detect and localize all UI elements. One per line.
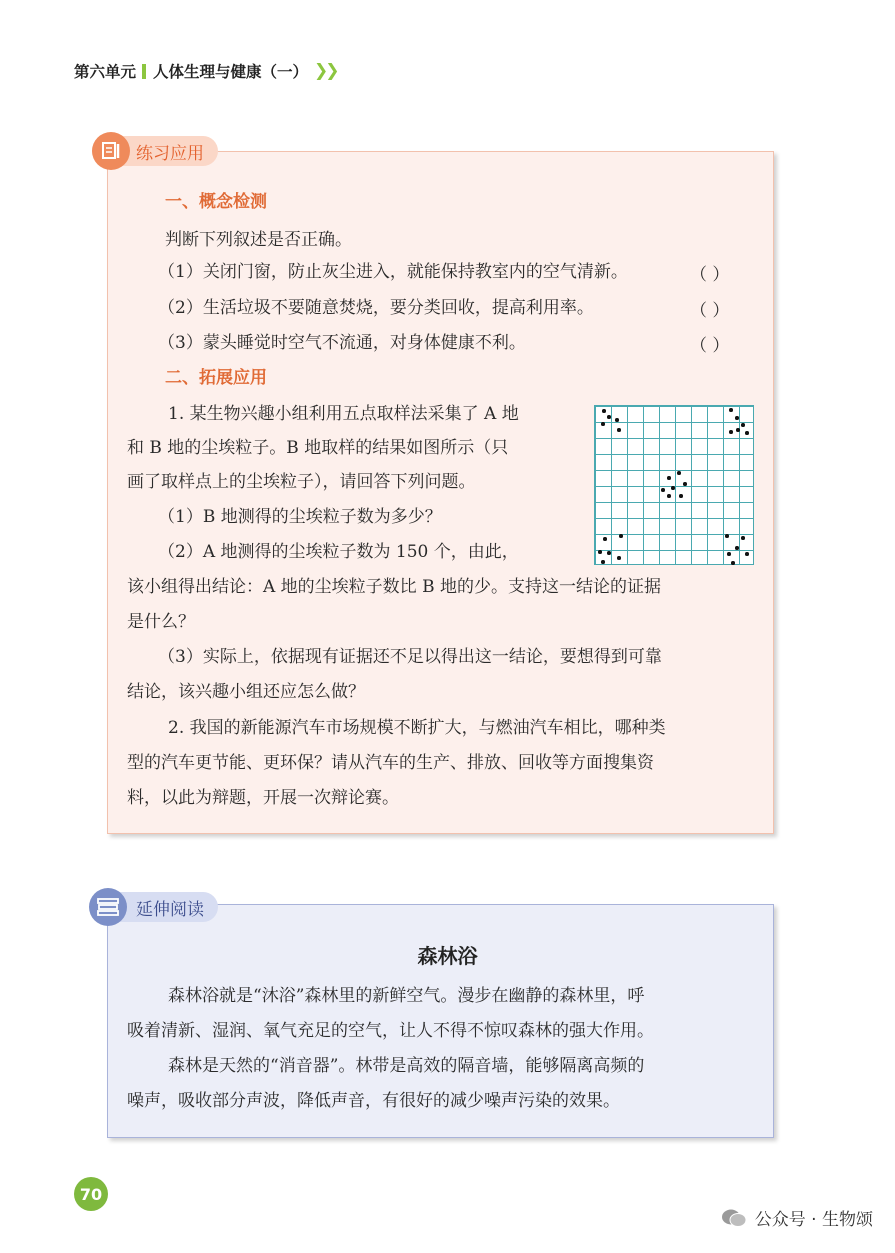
q1-line: 结论，该兴趣小组还应怎么做？: [127, 682, 365, 702]
dust-particle-dot: [598, 550, 602, 554]
dust-particle-dot: [661, 488, 665, 492]
dust-particle-dot: [735, 546, 739, 550]
dust-particle-dot: [741, 536, 745, 540]
section-concept-check: 一、概念检测: [165, 192, 267, 212]
dust-particle-dot: [731, 561, 735, 565]
dust-particle-dot: [683, 482, 687, 486]
q1-line: 是什么？: [127, 612, 195, 632]
dust-particle-dot: [671, 486, 675, 490]
dust-particle-dot: [735, 416, 739, 420]
answer-blank-2[interactable]: （ ）: [690, 301, 730, 321]
dust-particle-dot: [601, 422, 605, 426]
q2-line: 料，以此为辩题，开展一次辩论赛。: [127, 788, 399, 808]
unit-label: 第六单元: [74, 63, 137, 81]
wechat-icon: [721, 1208, 747, 1228]
q1-line: 画了取样点上的尘埃粒子），请回答下列问题。: [127, 472, 476, 492]
dust-particle-dot: [617, 556, 621, 560]
judge-item-3: （3）蒙头睡觉时空气不流通，对身体健康不利。: [158, 333, 526, 353]
q1-sub-3: （3）实际上，依据现有证据还不足以得出这一结论，要想得到可靠: [158, 647, 662, 667]
judge-item-1: （1）关闭门窗，防止灰尘进入，就能保持教室内的空气清新。: [158, 262, 628, 282]
page-number: 70: [74, 1177, 108, 1211]
unit-header: [74, 58, 337, 84]
dust-particle-dot: [729, 408, 733, 412]
watermark-text: 公众号 · 生物颂: [754, 1210, 873, 1230]
q1-line: 该小组得出结论：A 地的尘埃粒子数比 B 地的少。支持这一结论的证据: [127, 577, 661, 597]
dust-particle-dot: [603, 537, 607, 541]
dust-particle-dot: [607, 551, 611, 555]
q2-line: 2. 我国的新能源汽车市场规模不断扩大，与燃油汽车相比，哪种类: [168, 718, 666, 738]
q1-line: 1. 某生物兴趣小组利用五点取样法采集了 A 地: [168, 404, 519, 424]
header-divider: [142, 64, 146, 79]
dust-particle-dot: [615, 418, 619, 422]
dust-particle-dot: [729, 430, 733, 434]
dust-particle-dot: [745, 431, 749, 435]
reading-line: 吸着清新、湿润、氧气充足的空气，让人不得不惊叹森林的强大作用。: [127, 1021, 654, 1041]
q1-line: 和 B 地的尘埃粒子。B 地取样的结果如图所示（只: [127, 438, 509, 458]
reading-line: 噪声，吸收部分声波，降低声音，有很好的减少噪声污染的效果。: [127, 1091, 620, 1111]
dust-particle-dot: [741, 423, 745, 427]
dust-particle-dot: [727, 552, 731, 556]
pencil-note-icon: [92, 132, 130, 170]
unit-title: 人体生理与健康（一）: [153, 63, 309, 81]
chevron-right-icon: ❯❯: [314, 61, 337, 81]
dust-particle-dot: [667, 494, 671, 498]
q1-sub-1: （1）B 地测得的尘埃粒子数为多少？: [158, 507, 442, 527]
dust-particle-dot: [601, 560, 605, 564]
instruction-text: 判断下列叙述是否正确。: [165, 230, 352, 250]
reading-line: 森林浴就是“沐浴”森林里的新鲜空气。漫步在幽静的森林里，呼: [168, 986, 645, 1006]
dust-particle-dot: [745, 552, 749, 556]
dust-particle-dot: [617, 428, 621, 432]
dust-particle-dot: [736, 428, 740, 432]
books-icon: [89, 888, 127, 926]
answer-blank-1[interactable]: （ ）: [690, 265, 730, 285]
answer-blank-3[interactable]: （ ）: [690, 336, 730, 356]
reading-tag-label: 延伸阅读: [136, 899, 204, 920]
dust-particle-dot: [619, 534, 623, 538]
judge-item-2: （2）生活垃圾不要随意焚烧，要分类回收，提高利用率。: [158, 298, 594, 318]
practice-tag-label: 练习应用: [136, 143, 204, 164]
q1-sub-2: （2）A 地测得的尘埃粒子数为 150 个，由此，: [158, 542, 519, 562]
dust-particle-dot: [677, 471, 681, 475]
dust-particle-dot: [679, 494, 683, 498]
reading-title: 森林浴: [417, 944, 478, 968]
watermark: [721, 1205, 873, 1230]
dust-particle-dot: [667, 476, 671, 480]
dust-particle-dot: [607, 415, 611, 419]
dust-particle-dot: [602, 409, 606, 413]
reading-line: 森林是天然的“消音器”。林带是高效的隔音墙，能够隔离高频的: [168, 1056, 645, 1076]
five-point-sampling-grid: [594, 405, 754, 565]
section-extended-application: 二、拓展应用: [165, 368, 267, 388]
q2-line: 型的汽车更节能、更环保？请从汽车的生产、排放、回收等方面搜集资: [127, 753, 654, 773]
dust-particle-dot: [725, 534, 729, 538]
